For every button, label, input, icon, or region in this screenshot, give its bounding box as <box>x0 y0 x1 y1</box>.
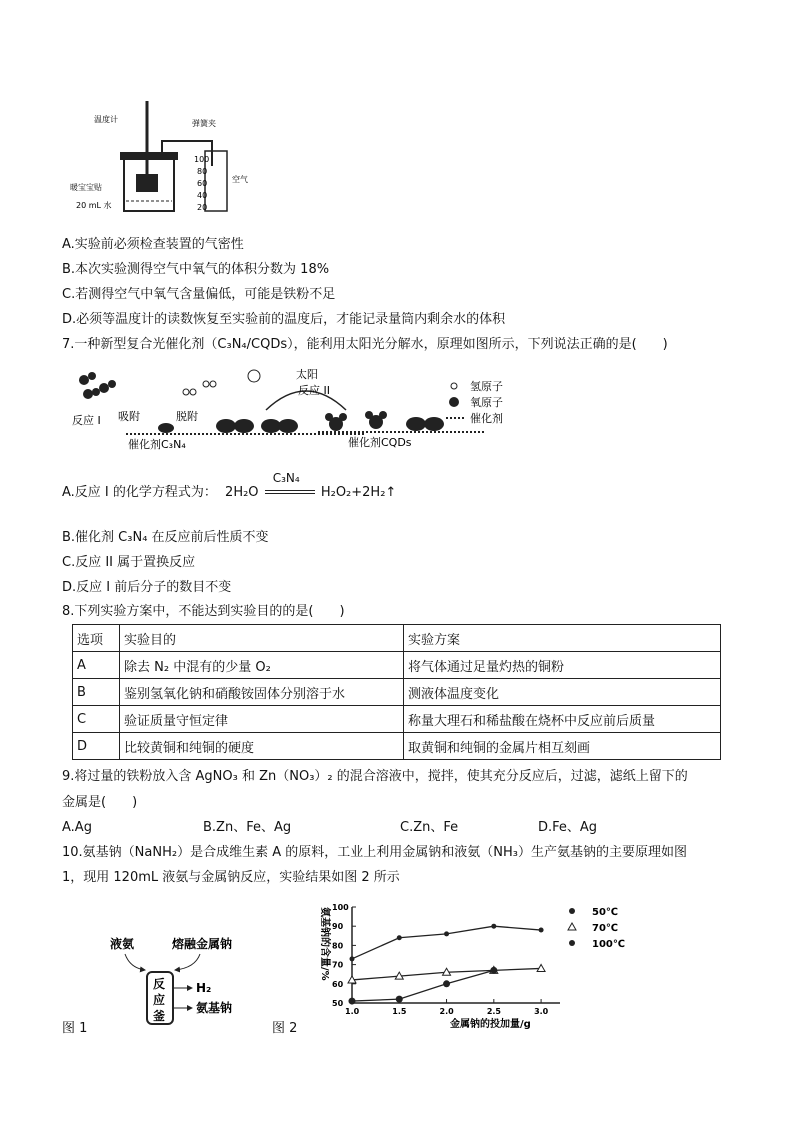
data-point <box>396 996 403 1003</box>
q6-option-b: B.本次实验测得空气中氧气的体积分数为 18% <box>62 262 330 277</box>
cell-purpose: 鉴别氢氧化钠和硝酸铵固体分别溶于水 <box>120 679 404 706</box>
cell-plan: 称量大理石和稀盐酸在烧杯中反应前后质量 <box>404 706 721 733</box>
table-row <box>73 706 721 733</box>
q8-stem: 8.下列实验方案中，不能达到实验目的的是( ) <box>62 604 345 619</box>
cell-plan: 将气体通过足量灼热的铜粉 <box>404 652 721 679</box>
q6-water-label: 20 mL 水 <box>76 201 112 210</box>
q6-scale-80: 80 <box>197 167 208 176</box>
x-tick-label: 1.5 <box>392 1007 407 1016</box>
x-tick-label: 3.0 <box>534 1007 549 1016</box>
header-plan: 实验方案 <box>404 625 721 652</box>
q7-option-c: C.反应 II 属于置换反应 <box>62 555 196 570</box>
q7-legend-oxygen: 氧原子 <box>470 396 503 409</box>
q7-equation-right: H₂O₂+2H₂↑ <box>320 485 397 500</box>
q6-scale-60: 60 <box>197 179 208 188</box>
cell-option: A <box>73 652 120 679</box>
q7-reaction1-label: 反应 I <box>72 414 101 427</box>
fig1-output-product: 氨基钠 <box>196 1001 233 1015</box>
y-tick-label: 90 <box>332 922 344 932</box>
chart-ylabel: 氨基钠的含量/% <box>319 907 330 981</box>
q7-cat1-label: 催化剂C₃N₄ <box>128 438 186 451</box>
series-line-0 <box>352 926 541 959</box>
y-tick-label: 70 <box>332 960 344 970</box>
q6-option-a: A.实验前必须检查装置的气密性 <box>62 237 244 252</box>
q9-stem-line1: 9.将过量的铁粉放入含 AgNO₃ 和 Zn（NO₃）₂ 的混合溶液中，搅拌，使其充分反应后，过滤，滤纸上留下的 <box>62 769 688 784</box>
q7-option-d: D.反应 I 前后分子的数目不变 <box>62 580 232 595</box>
data-point <box>539 928 544 933</box>
fig1-input-ammonia: 液氨 <box>110 937 135 951</box>
table-row <box>73 652 721 679</box>
cell-purpose: 验证质量守恒定律 <box>120 706 404 733</box>
q7-equation-arrow <box>265 470 315 499</box>
chart-xlabel: 金属钠的投加量/g <box>450 1019 531 1030</box>
fig2-caption: 图 2 <box>272 1021 298 1036</box>
data-point <box>349 998 356 1005</box>
q9-option-b: B.Zn、Fe、Ag <box>203 820 292 835</box>
q7-stem: 7.一种新型复合光催化剂（C₃N₄/CQDs），能利用太阳光分解水，原理如图所示，下列说法正确的是( ) <box>62 337 668 352</box>
data-point <box>444 931 449 936</box>
q7-equation <box>225 470 397 502</box>
x-tick-label: 2.0 <box>439 1007 454 1016</box>
q9-option-c: C.Zn、Fe <box>400 820 459 835</box>
q7-legend-hydrogen: 氢原子 <box>470 380 503 393</box>
cell-option: B <box>73 679 120 706</box>
data-point <box>443 980 450 987</box>
cell-option: C <box>73 706 120 733</box>
legend-label: 50℃ <box>592 907 619 918</box>
q10-figure1 <box>100 928 280 1028</box>
q7-reaction2-label: 反应 II <box>298 384 330 397</box>
fig1-vessel-3: 釜 <box>153 1009 166 1023</box>
header-purpose: 实验目的 <box>120 625 404 652</box>
data-point <box>490 967 497 974</box>
y-tick-label: 100 <box>332 903 349 912</box>
q7-option-a <box>62 470 397 502</box>
q8-table <box>72 624 721 760</box>
x-tick-label: 1.0 <box>345 1007 360 1016</box>
table-header-row <box>73 625 721 652</box>
q10-stem-line2: 1，现用 120mL 液氨与金属钠反应，实验结果如图 2 所示 <box>62 870 400 885</box>
y-tick-label: 60 <box>332 979 344 989</box>
fig1-output-h2: H₂ <box>196 981 212 995</box>
legend-marker <box>568 923 576 930</box>
fig1-vessel-1: 反 <box>153 977 166 991</box>
q7-desorb-label: 脱附 <box>176 410 198 423</box>
q9-option-d: D.Fe、Ag <box>538 820 598 835</box>
q6-apparatus-figure <box>62 96 262 226</box>
q6-air-label: 空气 <box>232 175 248 184</box>
q10-figure2-chart <box>310 895 630 1030</box>
fig1-vessel-2: 应 <box>153 993 166 1007</box>
table-row <box>73 733 721 760</box>
legend-label: 70℃ <box>592 923 619 934</box>
q6-iron-label: 暖宝宝贴 <box>70 183 102 192</box>
cell-plan: 取黄铜和纯铜的金属片相互刻画 <box>404 733 721 760</box>
q7-option-b: B.催化剂 C₃N₄ 在反应前后性质不变 <box>62 530 269 545</box>
q6-option-d: D.必须等温度计的读数恢复至实验前的温度后，才能记录量筒内剩余水的体积 <box>62 312 506 327</box>
q9-stem-line2: 金属是( ) <box>62 795 138 810</box>
fig1-caption: 图 1 <box>62 1021 88 1036</box>
q6-scale-40: 40 <box>197 191 208 200</box>
q6-option-c: C.若测得空气中氧气含量偏低，可能是铁粉不足 <box>62 287 336 302</box>
q7-equation-left: 2H₂O <box>225 485 259 500</box>
fig1-input-sodium: 熔融金属钠 <box>172 937 233 951</box>
q7-equation-catalyst: C₃N₄ <box>272 470 300 485</box>
q9-option-a: A.Ag <box>62 820 92 835</box>
cell-option: D <box>73 733 120 760</box>
q7-legend-catalyst: 催化剂 <box>470 412 503 425</box>
table-row <box>73 679 721 706</box>
header-option: 选项 <box>73 625 120 652</box>
x-tick-label: 2.5 <box>486 1007 501 1016</box>
q6-scale-100: 100 <box>194 155 210 164</box>
q7-adsorb-label: 吸附 <box>118 410 140 423</box>
cell-purpose: 比较黄铜和纯铜的硬度 <box>120 733 404 760</box>
q6-scale-20: 20 <box>197 203 208 212</box>
y-tick-label: 80 <box>332 941 344 951</box>
legend-label: 100℃ <box>592 939 625 950</box>
q10-stem-line1: 10.氨基钠（NaNH₂）是合成维生素 A 的原料，工业上利用金属钠和液氨（NH₃）生产氨基钠的主要原理如图 <box>62 845 687 860</box>
q7-photocatalysis-figure <box>66 362 552 454</box>
data-point <box>350 956 355 961</box>
y-tick-label: 50 <box>332 999 344 1008</box>
legend-marker <box>569 908 575 914</box>
q7-sun-label: 太阳 <box>296 368 318 381</box>
q7-cat2-label: 催化剂CQDs <box>348 436 412 449</box>
q7-option-a-prefix: A.反应 I 的化学方程式为： <box>62 485 217 500</box>
data-point <box>397 935 402 940</box>
series-line-2 <box>352 970 494 1001</box>
cell-purpose: 除去 N₂ 中混有的少量 O₂ <box>120 652 404 679</box>
data-point <box>491 924 496 929</box>
legend-marker <box>569 940 575 946</box>
q6-clip-label: 弹簧夹 <box>192 119 216 128</box>
cell-plan: 测液体温度变化 <box>404 679 721 706</box>
q6-thermometer-label: 温度计 <box>94 115 118 124</box>
